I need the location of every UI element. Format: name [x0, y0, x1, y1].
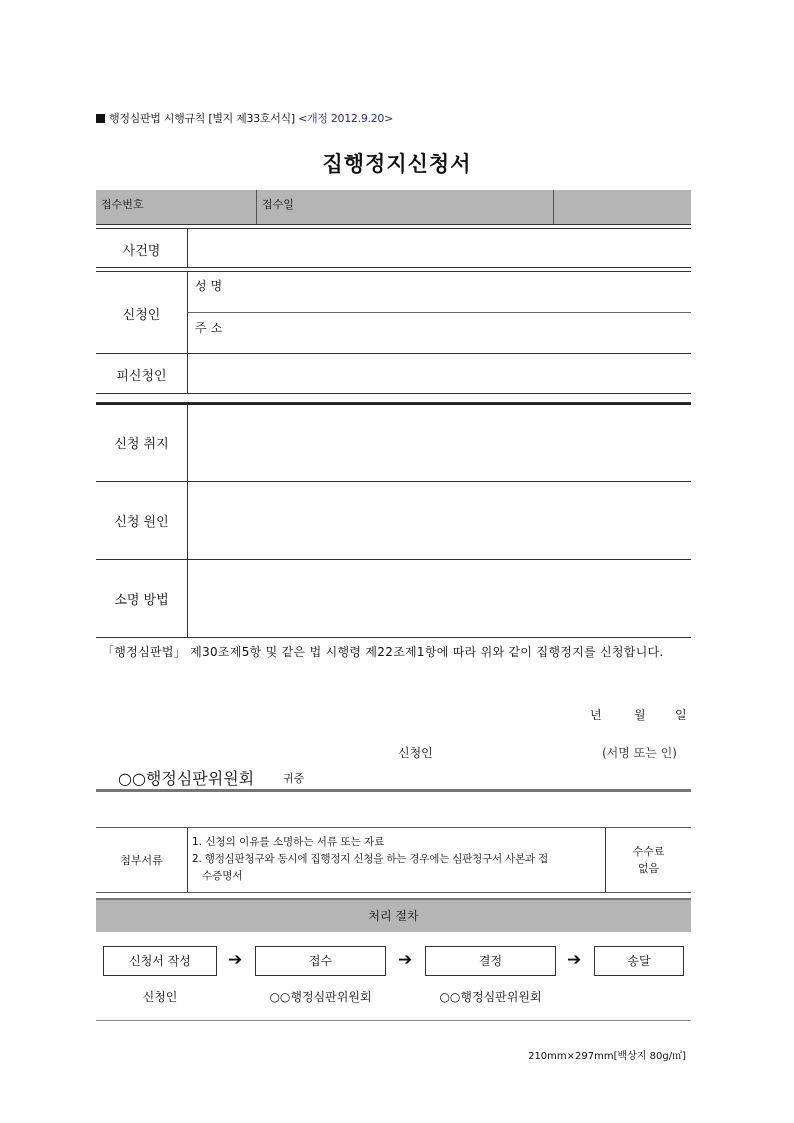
- paper-spec: 210mm×297mm[백상지 80g/㎡]: [528, 1051, 686, 1062]
- date-year-label: 년: [590, 708, 602, 722]
- respondent-field[interactable]: [188, 354, 691, 393]
- cause-label: 신청 원인: [114, 515, 169, 530]
- form-reference: 행정심판법 시행규칙 [별지 제33호서식] <개정 2012.9.20>: [96, 110, 393, 126]
- step-actor-applicant: 신청인: [142, 990, 178, 1004]
- step-write-application: 신청서 작성: [103, 946, 217, 976]
- arrow-right-icon: ➔: [398, 950, 413, 970]
- purpose-field[interactable]: [188, 405, 691, 481]
- fee-label: 수수료: [632, 845, 665, 858]
- applicant-address-field[interactable]: [230, 313, 690, 353]
- respondent-label: 피신청인: [116, 369, 167, 384]
- attachments-list: [192, 834, 602, 885]
- applicant-address-label: 주소: [195, 321, 227, 335]
- step-decision: 결정: [425, 946, 556, 976]
- signature-hint[interactable]: (서명 또는 인): [602, 746, 677, 760]
- addressee-honorific: 귀중: [283, 772, 305, 785]
- fee-value: 없음: [637, 862, 660, 875]
- arrow-right-icon: ➔: [567, 950, 582, 970]
- case-name-label: 사건명: [122, 244, 161, 259]
- receipt-bar: [96, 190, 691, 224]
- square-bullet-icon: [96, 114, 105, 123]
- cause-field[interactable]: [188, 482, 691, 559]
- step-receipt: 접수: [255, 946, 386, 976]
- proof-method-label: 소명 방법: [114, 593, 169, 608]
- date-day-label: 일: [675, 708, 687, 722]
- proof-method-field[interactable]: [188, 560, 691, 637]
- page-title: 집행정지신청서: [322, 152, 472, 176]
- application-statement: 「행정심판법」 제30조제5항 및 같은 법 시행령 제22조제1항에 따라 위와 같이 집행정지를 신청합니다.: [102, 645, 664, 659]
- purpose-label: 신청 취지: [114, 437, 169, 452]
- applicant-name-field[interactable]: [230, 272, 690, 312]
- procedure-title: 처리 절차: [96, 898, 691, 932]
- receipt-extra-cell[interactable]: [554, 190, 691, 224]
- receipt-number-cell[interactable]: 접수번호: [96, 190, 257, 224]
- receipt-date-cell[interactable]: 접수일: [257, 190, 554, 224]
- attachment-item-2: 2. 행정심판청구와 동시에 집행정지 신청을 하는 경우에는 심판청구서 사본과 접: [192, 853, 549, 865]
- attachment-item-2-continued: 수증명서: [202, 870, 243, 882]
- attachment-item-1: 1. 신청의 이유를 소명하는 서류 또는 자료: [192, 836, 385, 848]
- date-month-label: 월: [634, 708, 646, 722]
- signature-applicant-label: 신청인: [398, 746, 433, 760]
- revision-note: <개정 2012.9.20>: [298, 112, 394, 125]
- addressee-committee: ○○행정심판위원회: [118, 769, 255, 788]
- applicant-label: 신청인: [122, 308, 161, 323]
- applicant-name-label: 성명: [195, 279, 227, 293]
- attachments-label: 첨부서류: [120, 854, 163, 867]
- arrow-right-icon: ➔: [228, 950, 243, 970]
- case-name-field[interactable]: [188, 229, 691, 267]
- step-actor-committee: ○○행정심판위원회: [439, 990, 542, 1004]
- step-actor-committee: ○○행정심판위원회: [269, 990, 372, 1004]
- step-delivery: 송달: [594, 946, 684, 976]
